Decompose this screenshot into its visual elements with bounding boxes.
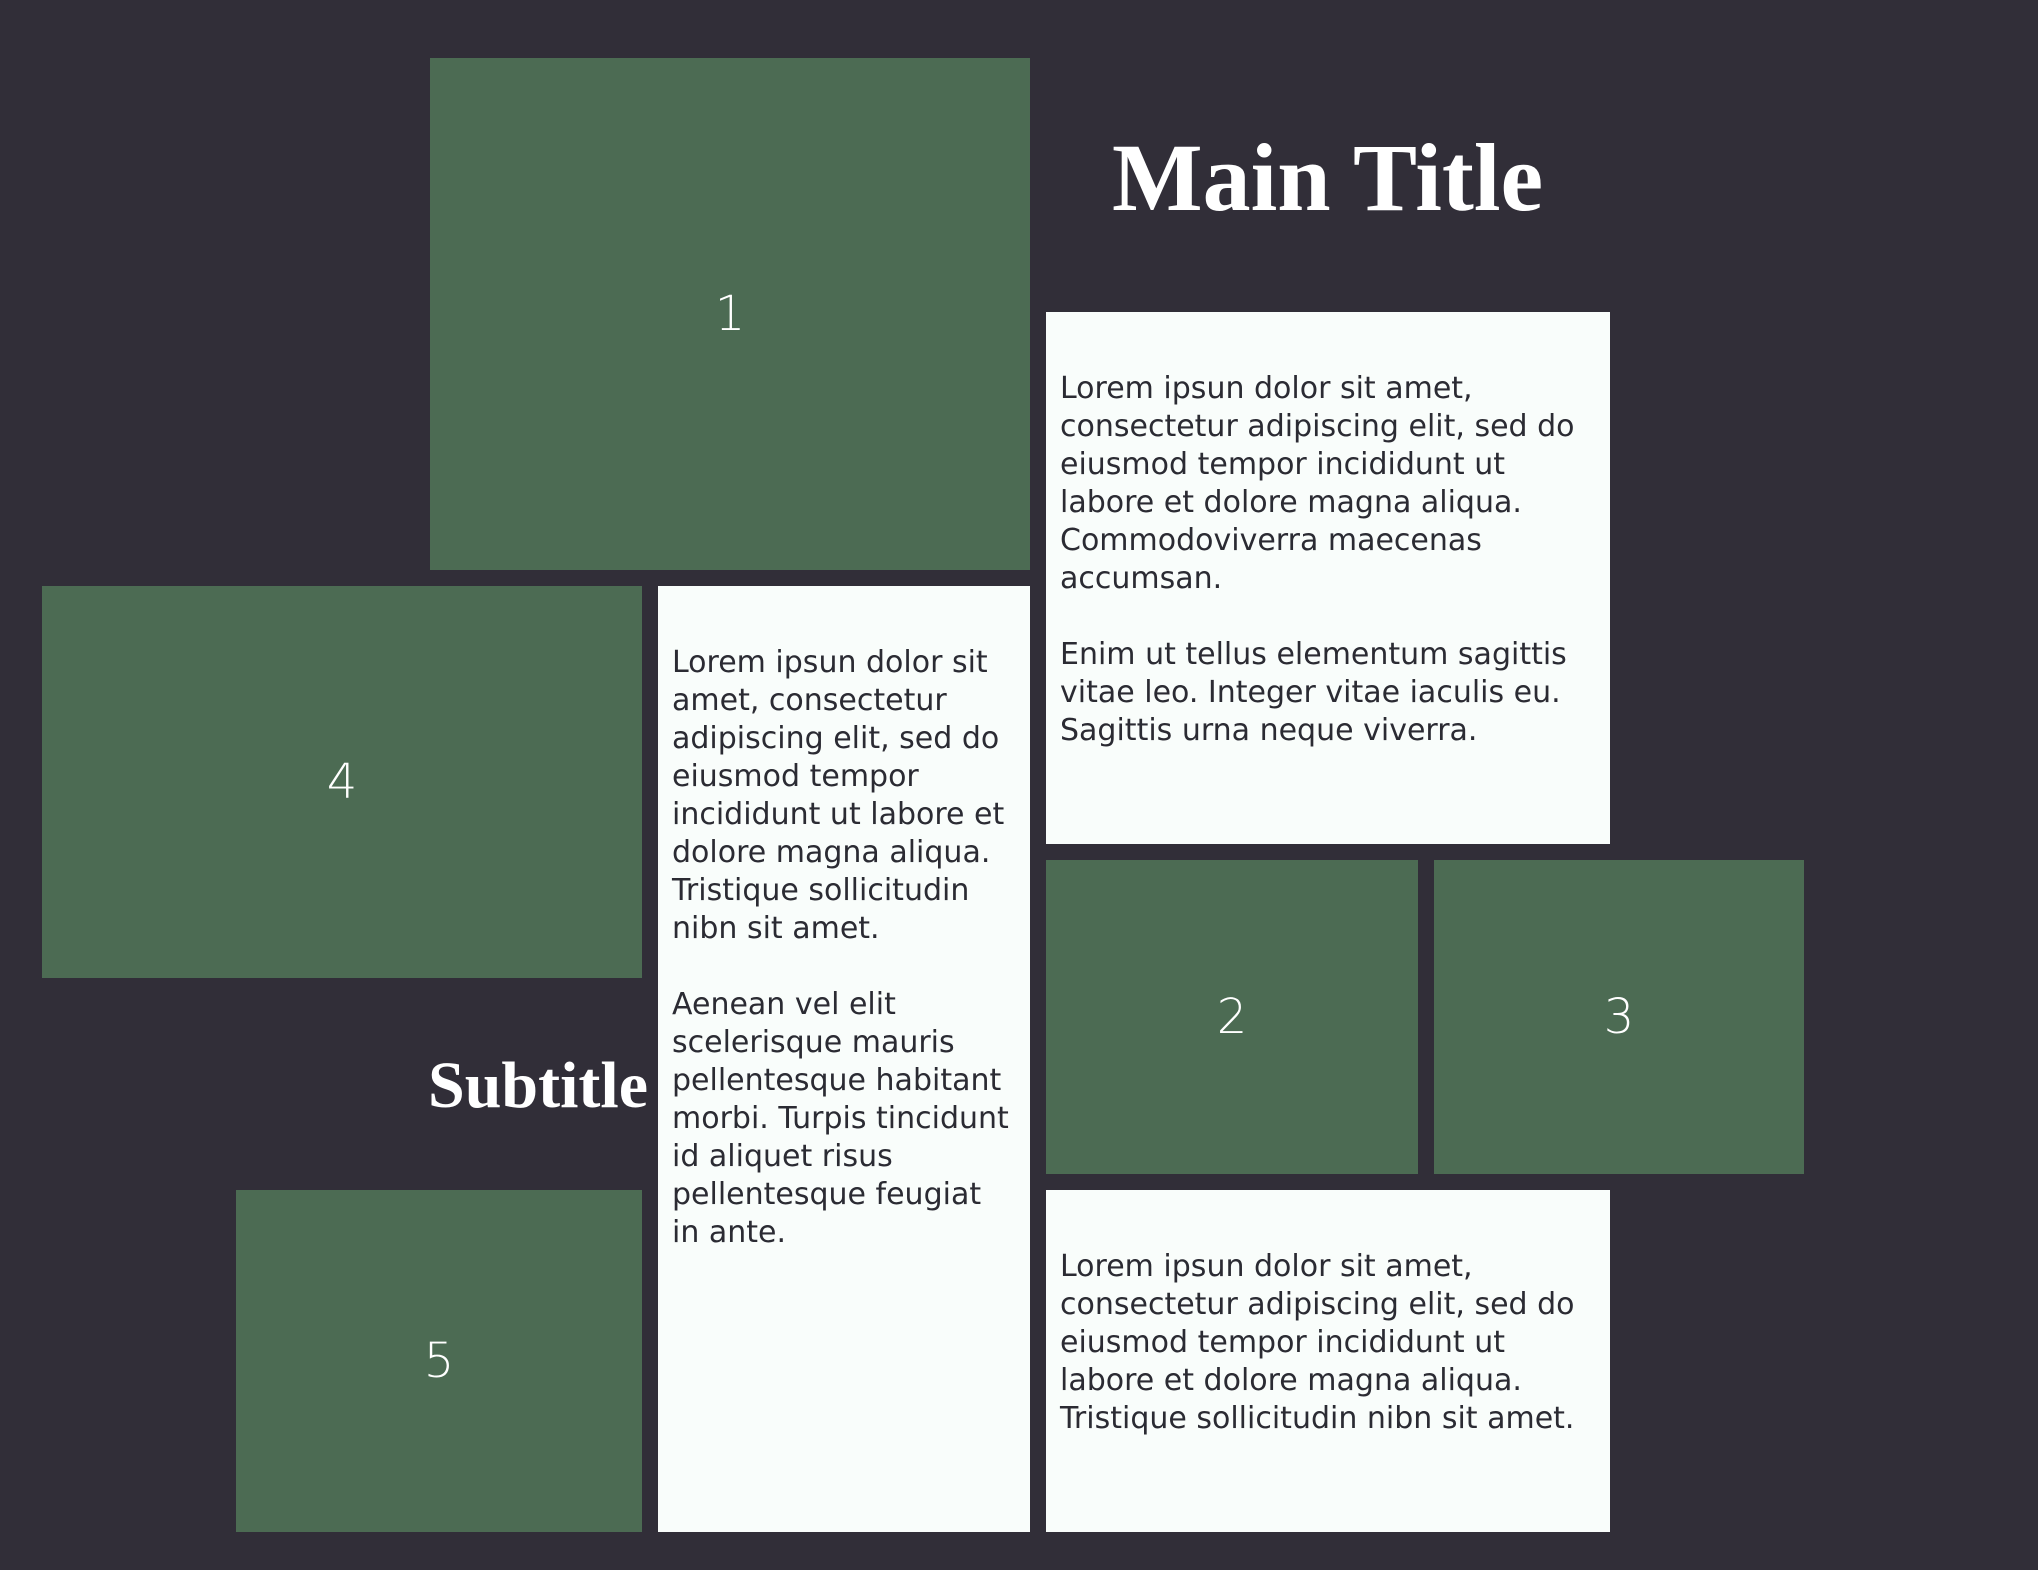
text-box-right-bottom: [1046, 1190, 1610, 1532]
text-box-middle: [658, 586, 1030, 1532]
paragraph: Lorem ipsun dolor sit amet, consectetur adipiscing elit, sed do eiusmod tempor incididunt ut labore et dolore magna aliqua. Commodoviverra maecenas accumsan.: [1060, 371, 1575, 596]
tile-number-3: 3: [1603, 989, 1635, 1045]
image-placeholder-1: [430, 58, 1030, 570]
tile-number-5: 5: [423, 1333, 455, 1389]
image-placeholder-3: [1434, 860, 1804, 1174]
text-box-right-top: [1046, 312, 1610, 844]
paragraph: Lorem ipsun dolor sit amet, consectetur adipiscing elit, sed do eiusmod tempor incididunt ut labore et dolore magna aliqua. Tristique sollicitudin nibn sit amet.: [672, 645, 1005, 946]
tile-number-2: 2: [1216, 989, 1248, 1045]
image-placeholder-2: [1046, 860, 1418, 1174]
subtitle: Subtitle: [428, 1049, 649, 1122]
image-placeholder-5: [236, 1190, 642, 1532]
tile-number-4: 4: [326, 754, 358, 810]
image-placeholder-4: [42, 586, 642, 978]
main-title: Main Title: [1112, 124, 1544, 231]
paragraph: Enim ut tellus elementum sagittis vitae leo. Integer vitae iaculis eu. Sagittis urna neque viverra.: [1060, 637, 1567, 748]
paragraph: Lorem ipsun dolor sit amet, consectetur adipiscing elit, sed do eiusmod tempor incididunt ut labore et dolore magna aliqua. Tristique sollicitudin nibn sit amet.: [1060, 1249, 1575, 1436]
tile-number-1: 1: [714, 286, 746, 342]
paragraph: Aenean vel elit scelerisque mauris pellentesque habitant morbi. Turpis tincidunt id aliquet risus pellentesque feugiat in ante.: [672, 987, 1009, 1250]
